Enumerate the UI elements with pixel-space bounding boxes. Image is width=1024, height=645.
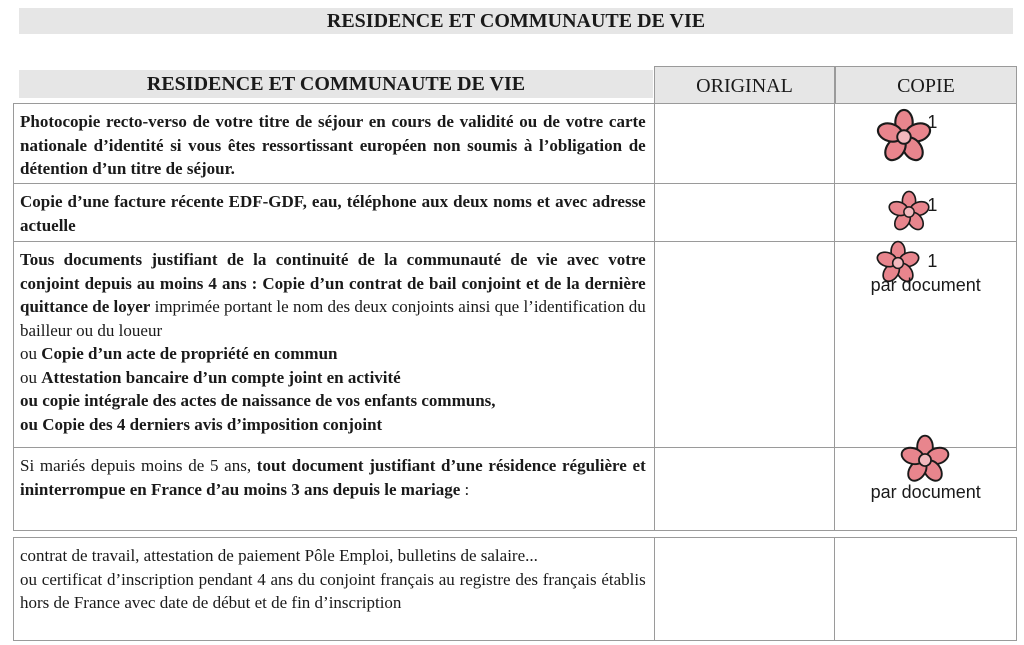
document-description: Tous documents justifiant de la continuité de la communauté de vie avec votre conjoint depuis au moins 4 ans : Copie d’un contrat de bail conjoint et de la dernière quittance de loyer imprimée portant le nom des deux conjoints ainsi que l’identification du bailleur ou du loueur ou Copie d’un acte de propriété en commun ou Attestation bancaire d’un compte joint en activité ou copie intégrale des actes de naissance de vos enfants communs, ou Copie des 4 derniers avis d’imposition conjoint xyxy=(20,250,646,434)
copie-cell[interactable] xyxy=(834,104,1016,183)
copie-note: par document xyxy=(870,275,981,295)
original-cell[interactable] xyxy=(654,104,835,183)
document-description: Copie d’une facture récente EDF-GDF, eau, téléphone aux deux noms et avec adresse actuelle xyxy=(20,192,646,235)
document-description: Si mariés depuis moins de 5 ans, tout document justifiant d’une résidence régulière et ininterrompue en France d’au moins 3 ans depuis le mariage : xyxy=(20,456,646,499)
table-row xyxy=(14,447,1016,530)
table-header-title: RESIDENCE ET COMMUNAUTE DE VIE xyxy=(19,70,653,98)
copie-quantity: 1 xyxy=(927,112,938,132)
table-row xyxy=(14,183,1016,241)
flower-stamp-icon xyxy=(899,434,951,486)
page-banner-title: RESIDENCE ET COMMUNAUTE DE VIE xyxy=(19,8,1013,34)
original-cell[interactable] xyxy=(654,242,835,447)
original-cell[interactable] xyxy=(654,448,835,530)
flower-stamp-icon xyxy=(875,108,933,166)
document-description: contrat de travail, attestation de paiement Pôle Emploi, bulletins de salaire... ou certificat d’inscription pendant 4 ans du conjoint français au registre des français établis hors de France avec date de début et de fin d’inscription xyxy=(20,546,646,612)
column-header-copie: COPIE xyxy=(835,66,1017,104)
documents-table-continued xyxy=(13,537,1017,641)
copie-quantity: 1 xyxy=(927,195,938,215)
original-cell[interactable] xyxy=(654,184,835,241)
copie-cell[interactable] xyxy=(834,448,1016,530)
document-description: Photocopie recto-verso de votre titre de séjour en cours de validité ou de votre carte nationale d’identité si vous êtes ressortissant européen non soumis à l’obligation de détention d’un titre de séjour. xyxy=(20,112,646,178)
copie-quantity: 1 xyxy=(927,251,938,271)
copie-cell[interactable] xyxy=(834,538,1016,640)
copie-cell[interactable] xyxy=(834,242,1016,447)
column-header-original: ORIGINAL xyxy=(654,66,835,104)
copie-note: par document xyxy=(870,482,981,502)
flower-stamp-icon xyxy=(887,190,931,234)
table-row xyxy=(14,538,1016,640)
documents-table xyxy=(13,103,1017,531)
original-cell[interactable] xyxy=(654,538,835,640)
table-row xyxy=(14,241,1016,447)
copie-cell[interactable] xyxy=(834,184,1016,241)
table-row xyxy=(14,103,1016,183)
